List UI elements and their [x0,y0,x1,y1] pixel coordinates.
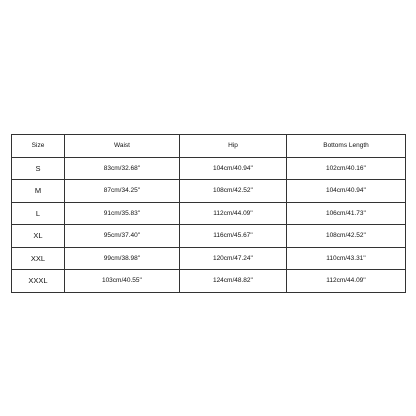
waist-cell: 95cm/37.40'' [65,225,180,248]
hip-cell: 120cm/47.24'' [180,247,287,270]
size-cell: XXL [12,247,65,270]
hip-cell: 104cm/40.94'' [180,157,287,180]
size-cell: S [12,157,65,180]
size-cell: M [12,180,65,203]
bottoms-length-cell: 108cm/42.52'' [287,225,406,248]
table-row [12,225,406,248]
bottoms-length-cell: 110cm/43.31'' [287,247,406,270]
waist-cell: 103cm/40.55'' [65,270,180,293]
bottoms-length-cell: 104cm/40.94'' [287,180,406,203]
header-size: Size [12,135,65,158]
table-row [12,180,406,203]
table-body [12,157,406,292]
size-cell: XL [12,225,65,248]
waist-cell: 87cm/34.25'' [65,180,180,203]
waist-cell: 91cm/35.83'' [65,202,180,225]
header-row [12,135,406,158]
table-row [12,247,406,270]
header-waist: Waist [65,135,180,158]
table-row [12,270,406,293]
hip-cell: 108cm/42.52'' [180,180,287,203]
bottoms-length-cell: 112cm/44.09'' [287,270,406,293]
waist-cell: 99cm/38.98'' [65,247,180,270]
table-row [12,157,406,180]
size-chart-table [11,134,406,293]
hip-cell: 124cm/48.82'' [180,270,287,293]
size-cell: XXXL [12,270,65,293]
header-bottoms-length: Bottoms Length [287,135,406,158]
hip-cell: 112cm/44.09'' [180,202,287,225]
table-row [12,202,406,225]
header-hip: Hip [180,135,287,158]
waist-cell: 83cm/32.68'' [65,157,180,180]
bottoms-length-cell: 102cm/40.16'' [287,157,406,180]
table-header [12,135,406,158]
hip-cell: 116cm/45.67'' [180,225,287,248]
size-cell: L [12,202,65,225]
bottoms-length-cell: 106cm/41.73'' [287,202,406,225]
